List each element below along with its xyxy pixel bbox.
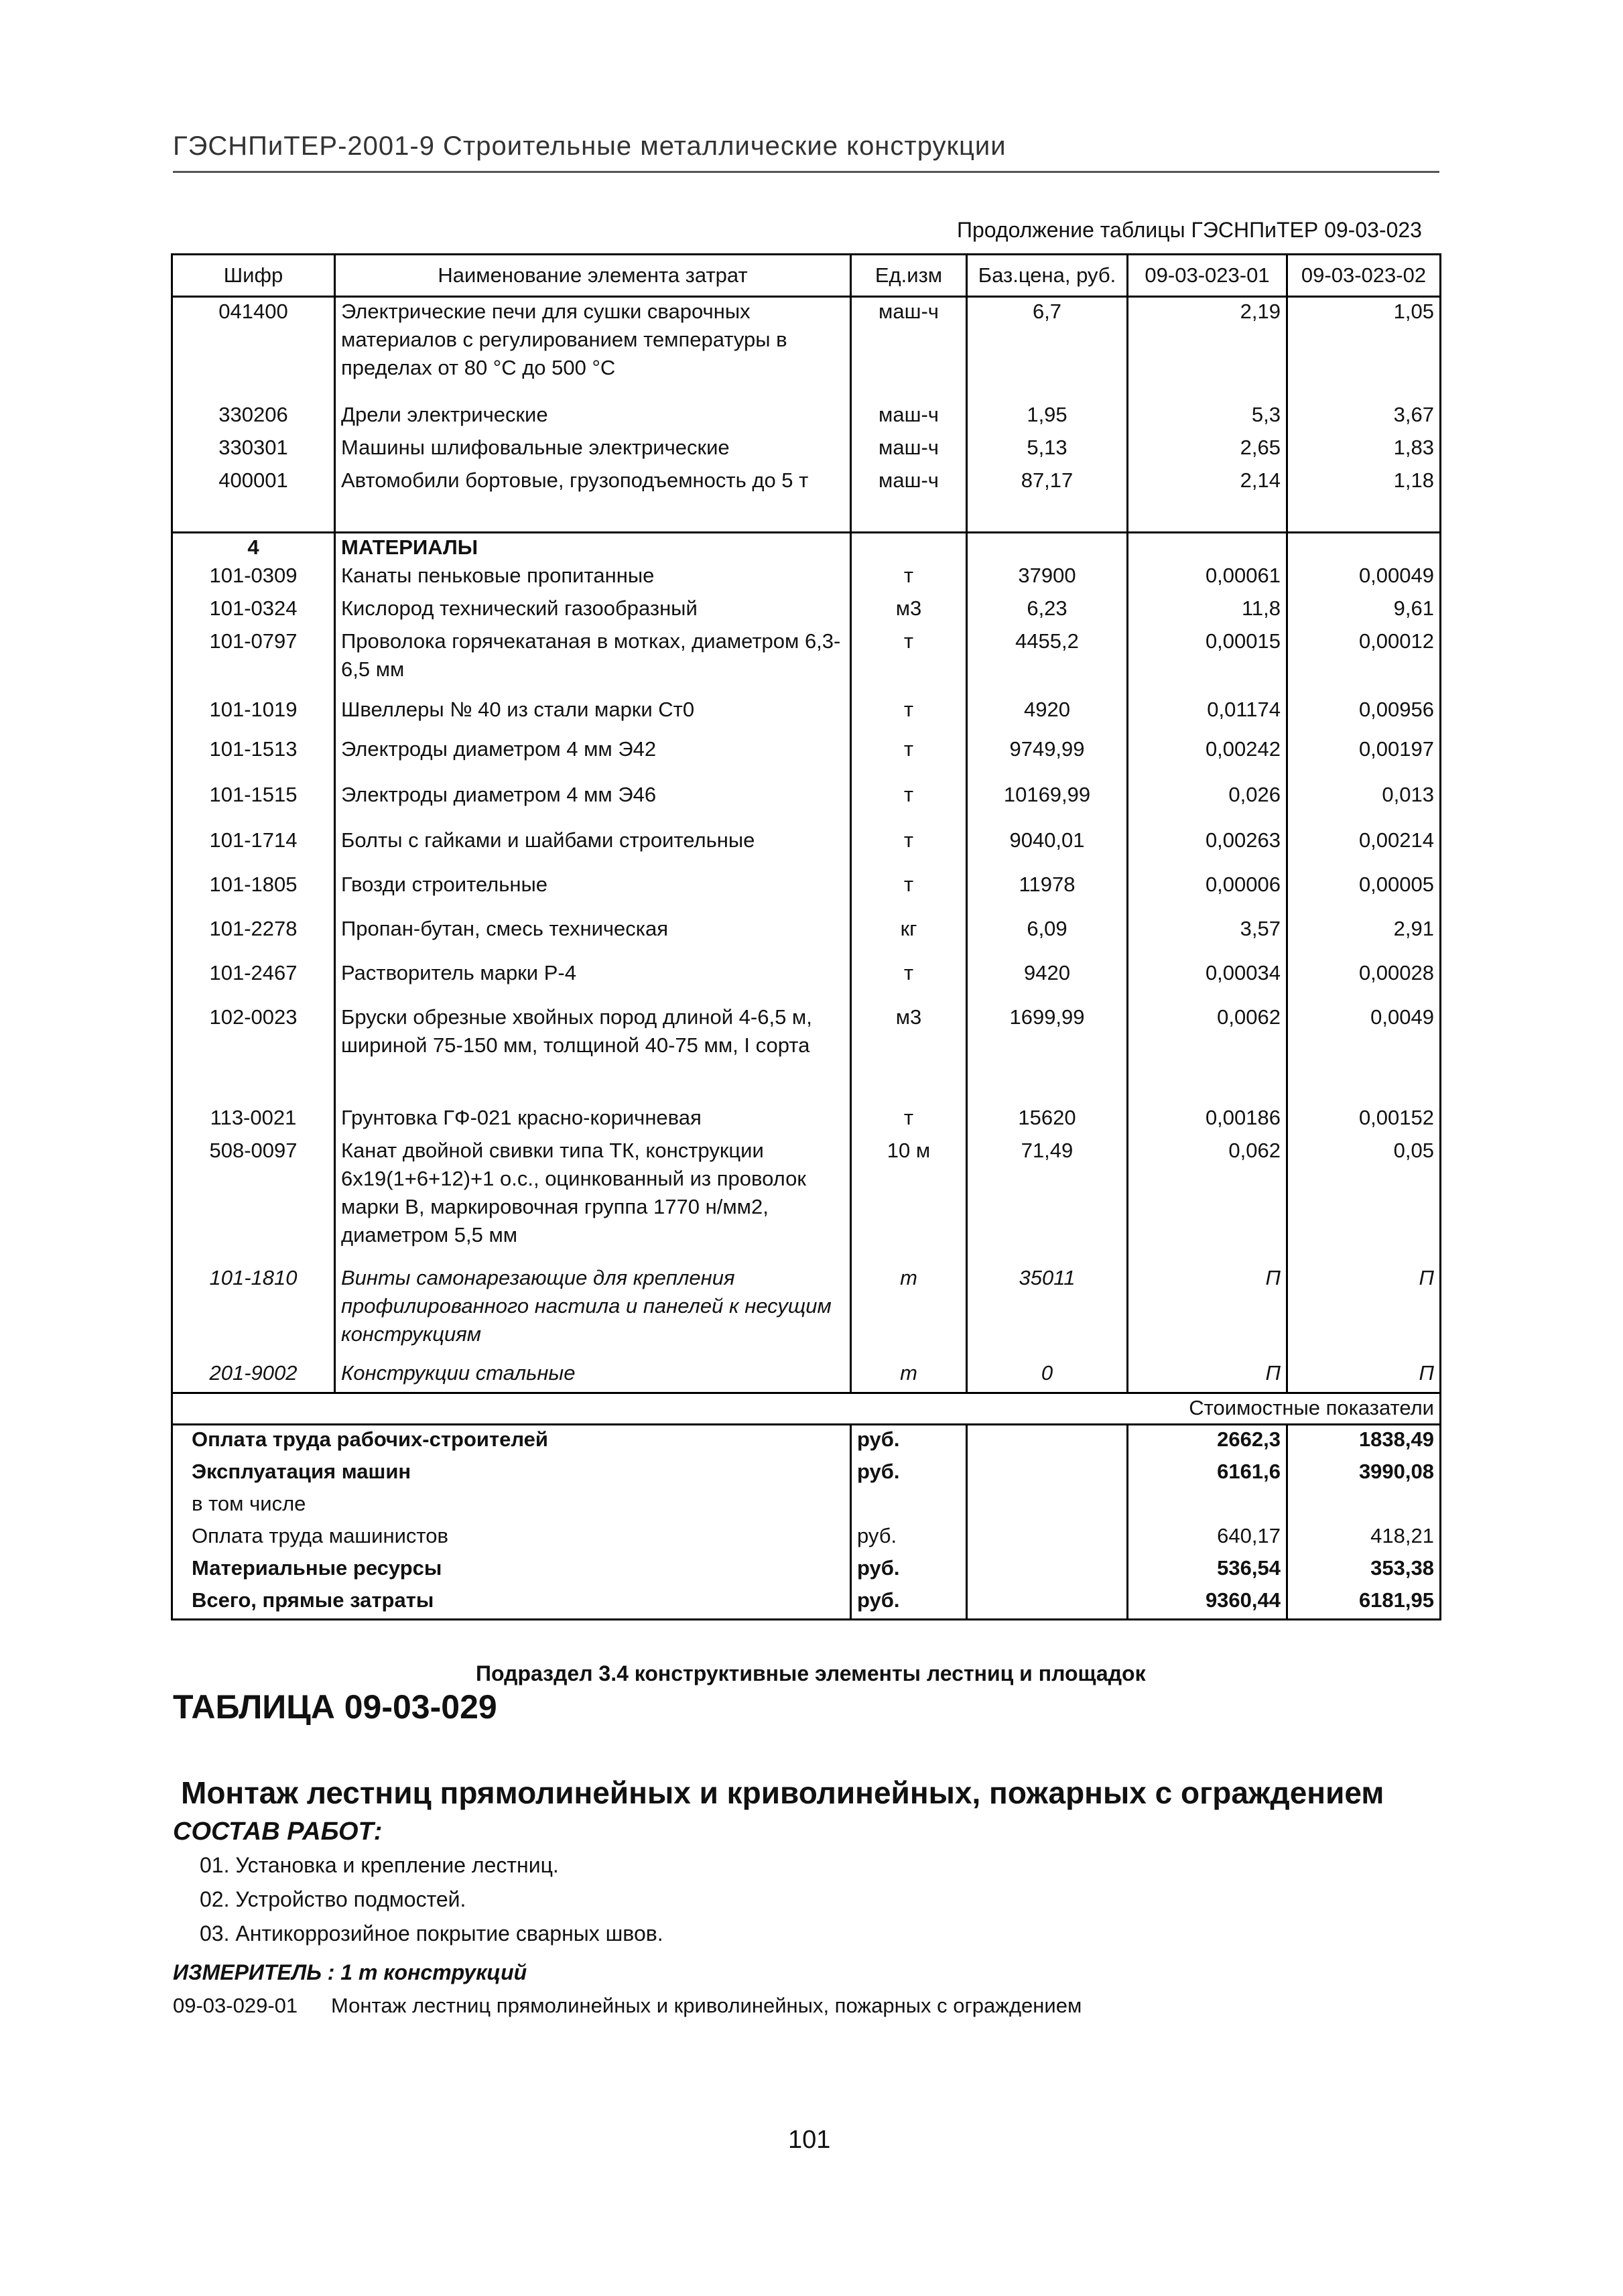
table-cell: Болты с гайками и шайбами строительные (335, 826, 851, 871)
table-row (172, 1458, 1441, 1490)
table-cell: 101-2278 (172, 915, 335, 959)
table-cell: 418,21 (1287, 1522, 1441, 1554)
table-row (172, 959, 1441, 1003)
table-cell: в том числе (172, 1490, 851, 1522)
table-cell: 1,83 (1287, 434, 1441, 466)
table-cell: 101-0309 (172, 562, 335, 594)
table-cell (335, 499, 851, 533)
table-cell: 101-1513 (172, 735, 335, 781)
table-row (172, 1393, 1441, 1425)
table-cell: П (1128, 1359, 1287, 1393)
header-cell: Шифр (172, 255, 335, 297)
table-cell: 1,95 (967, 401, 1128, 434)
table-cell (967, 1554, 1128, 1586)
table-cell: Электроды диаметром 4 мм Э42 (335, 735, 851, 781)
table-row (172, 627, 1441, 696)
table-row (172, 1359, 1441, 1393)
work-item: 01. Установка и крепление лестниц. (200, 1853, 559, 1877)
table-cell: м3 (851, 594, 967, 627)
table-cell: Конструкции стальные (335, 1359, 851, 1393)
table-row (172, 562, 1441, 594)
table-cell: 101-1714 (172, 826, 335, 871)
table-cell (967, 1458, 1128, 1490)
page-number: 101 (788, 2126, 831, 2154)
sostav-label: СОСТАВ РАБОТ: (173, 1817, 383, 1846)
table-cell: 0,00034 (1128, 959, 1287, 1003)
header-cell: Наименование элемента затрат (335, 255, 851, 297)
table-cell: 101-1019 (172, 696, 335, 735)
table-cell: 1838,49 (1287, 1425, 1441, 1458)
table-row (172, 1264, 1441, 1359)
header-cell: Баз.цена, руб. (967, 255, 1128, 297)
table-cell: 35011 (967, 1264, 1128, 1359)
table-cell: т (851, 735, 967, 781)
table-cell (967, 1490, 1128, 1522)
table-cell: т (851, 871, 967, 915)
table-cell: 2662,3 (1128, 1425, 1287, 1458)
table-row (172, 466, 1441, 499)
table-cell: т (851, 1359, 967, 1393)
table-cell: 4455,2 (967, 627, 1128, 696)
table-cell (1128, 533, 1287, 562)
table-header-row (172, 255, 1441, 297)
table-row (172, 1586, 1441, 1620)
header-cell: 09-03-023-02 (1287, 255, 1441, 297)
table-cell: 5,3 (1128, 401, 1287, 434)
table-cell: 330301 (172, 434, 335, 466)
table-cell (967, 499, 1128, 533)
table-cell: 9749,99 (967, 735, 1128, 781)
work-item: 02. Устройство подмостей. (200, 1887, 466, 1911)
table-row (172, 915, 1441, 959)
table-cell (1287, 1490, 1441, 1522)
table-cell: Эксплуатация машин (172, 1458, 851, 1490)
table-cell: Материальные ресурсы (172, 1554, 851, 1586)
table-cell: 6161,6 (1128, 1458, 1287, 1490)
table-row (172, 1522, 1441, 1554)
table-cell: 9360,44 (1128, 1586, 1287, 1620)
table-cell: Винты самонарезающие для крепления профилированного настила и панелей к несущим конструкциям (335, 1264, 851, 1359)
table-cell (851, 533, 967, 562)
table-cell (1287, 533, 1441, 562)
table-row (172, 434, 1441, 466)
table-cell: Электрические печи для сушки сварочных материалов с регулированием температуры в пределах от 80 °С до 500 °С (335, 297, 851, 401)
table-cell: 87,17 (967, 466, 1128, 499)
table-cell: 0,00186 (1128, 1104, 1287, 1137)
table-cell: 9420 (967, 959, 1128, 1003)
table-cell: Грунтовка ГФ-021 красно-коричневая (335, 1104, 851, 1137)
table-cell: 4 (172, 533, 335, 562)
table-cell: 101-1810 (172, 1264, 335, 1359)
table-cell (851, 1490, 967, 1522)
table-cell: 1699,99 (967, 1003, 1128, 1104)
table-cell: кг (851, 915, 967, 959)
measure-label: ИЗМЕРИТЕЛЬ : 1 т конструкций (173, 1960, 527, 1984)
table-cell: т (851, 562, 967, 594)
cost-table (171, 253, 1441, 1620)
table-cell: Всего, прямые затраты (172, 1586, 851, 1620)
table-cell: 11978 (967, 871, 1128, 915)
table-cell: П (1287, 1264, 1441, 1359)
header-rule (173, 171, 1439, 173)
work-item: 03. Антикоррозийное покрытие сварных швов. (200, 1921, 663, 1946)
table-cell: Бруски обрезные хвойных пород длиной 4-6,5 м, шириной 75-150 мм, толщиной 40-75 мм, I сорта (335, 1003, 851, 1104)
table-cell: 0,00197 (1287, 735, 1441, 781)
table-cell: 2,91 (1287, 915, 1441, 959)
table-cell: 0,00049 (1287, 562, 1441, 594)
table-title: ТАБЛИЦА 09-03-029 (173, 1688, 497, 1726)
table-cell: 0,00242 (1128, 735, 1287, 781)
table-cell: 11,8 (1128, 594, 1287, 627)
table-cell (967, 533, 1128, 562)
table-cell: 102-0023 (172, 1003, 335, 1104)
table-cell: руб. (851, 1522, 967, 1554)
table-cell: 640,17 (1128, 1522, 1287, 1554)
table-cell: 6,7 (967, 297, 1128, 401)
table-row (172, 735, 1441, 781)
table-cell: 0,00012 (1287, 627, 1441, 696)
table-cell: руб. (851, 1554, 967, 1586)
table-cell: 2,65 (1128, 434, 1287, 466)
table-cell: 0,00015 (1128, 627, 1287, 696)
table-cell (1287, 499, 1441, 533)
table-cell: 400001 (172, 466, 335, 499)
table-row (172, 696, 1441, 735)
table-cell (1128, 1490, 1287, 1522)
table-cell (1128, 499, 1287, 533)
table-cell: Кислород технический газообразный (335, 594, 851, 627)
table-cell: т (851, 959, 967, 1003)
table-row (172, 401, 1441, 434)
table-cell: МАТЕРИАЛЫ (335, 533, 851, 562)
table-cell: т (851, 1104, 967, 1137)
table-cell: Канат двойной свивки типа ТК, конструкции 6х19(1+6+12)+1 о.с., оцинкованный из проволок марки В, маркировочная группа 1770 н/мм2, диаметром 5,5 мм (335, 1137, 851, 1264)
table-row (172, 781, 1441, 826)
table-cell: 10169,99 (967, 781, 1128, 826)
table-cell: 0,00152 (1287, 1104, 1441, 1137)
table-row (172, 871, 1441, 915)
subsection-label: Подраздел 3.4 конструктивные элементы лестниц и площадок (476, 1661, 1146, 1685)
table-cell: 6,09 (967, 915, 1128, 959)
table-cell: Автомобили бортовые, грузоподъемность до 5 т (335, 466, 851, 499)
header-cell: 09-03-023-01 (1128, 255, 1287, 297)
table-cell: маш-ч (851, 401, 967, 434)
table-row (172, 1137, 1441, 1264)
header-cell: Ед.изм (851, 255, 967, 297)
table-cell: П (1128, 1264, 1287, 1359)
table-cell (967, 1425, 1128, 1458)
table-cell: Пропан-бутан, смесь техническая (335, 915, 851, 959)
norm-code: 09-03-029-01 (173, 1994, 298, 2017)
table-cell: 201-9002 (172, 1359, 335, 1393)
table-cell: 0,0062 (1128, 1003, 1287, 1104)
table-cell (967, 1522, 1128, 1554)
table-row (172, 499, 1441, 533)
table-cell: 041400 (172, 297, 335, 401)
table-cell: Гвозди строительные (335, 871, 851, 915)
table-cell: маш-ч (851, 434, 967, 466)
table-cell: П (1287, 1359, 1441, 1393)
table-cell: 101-0797 (172, 627, 335, 696)
table-cell: руб. (851, 1425, 967, 1458)
table-cell: Канаты пеньковые пропитанные (335, 562, 851, 594)
norm-name: Монтаж лестниц прямолинейных и криволинейных, пожарных с ограждением (331, 1994, 1082, 2017)
table-cell: 353,38 (1287, 1554, 1441, 1586)
table-cell: Швеллеры № 40 из стали марки Ст0 (335, 696, 851, 735)
table-cell: 0,00061 (1128, 562, 1287, 594)
table-cell: 101-2467 (172, 959, 335, 1003)
table-cell: 0,00956 (1287, 696, 1441, 735)
table-cell: 0,00214 (1287, 826, 1441, 871)
table-cell: 0,013 (1287, 781, 1441, 826)
table-cell (851, 499, 967, 533)
table-row (172, 297, 1441, 401)
table-cell: 0,062 (1128, 1137, 1287, 1264)
table-cell: 0,00263 (1128, 826, 1287, 871)
table-row (172, 533, 1441, 562)
table-cell: 0,00006 (1128, 871, 1287, 915)
table-cell: 3990,08 (1287, 1458, 1441, 1490)
table-cell: 6,23 (967, 594, 1128, 627)
table-cell: Дрели электрические (335, 401, 851, 434)
table-cell: 330206 (172, 401, 335, 434)
table-cell: Электроды диаметром 4 мм Э46 (335, 781, 851, 826)
table-cell: Растворитель марки Р-4 (335, 959, 851, 1003)
table-cell: Оплата труда рабочих-строителей (172, 1425, 851, 1458)
table-cell: руб. (851, 1586, 967, 1620)
table-cell: 0 (967, 1359, 1128, 1393)
table-cell: 5,13 (967, 434, 1128, 466)
table-cell: Машины шлифовальные электрические (335, 434, 851, 466)
table-cell: Оплата труда машинистов (172, 1522, 851, 1554)
table-cell: 101-1515 (172, 781, 335, 826)
table-cell: 0,026 (1128, 781, 1287, 826)
table-cell: 101-0324 (172, 594, 335, 627)
table-cell: маш-ч (851, 466, 967, 499)
table-row (172, 1554, 1441, 1586)
cost-header-cell: Стоимостные показатели (172, 1393, 1441, 1425)
page-header: ГЭСНПиТЕР-2001-9 Строительные металлические конструкции (173, 131, 1007, 161)
table-cell: 9,61 (1287, 594, 1441, 627)
table-cell: 0,00028 (1287, 959, 1441, 1003)
table-cell: руб. (851, 1458, 967, 1490)
table-cell: 9040,01 (967, 826, 1128, 871)
table-cell: 0,00005 (1287, 871, 1441, 915)
table-cell: 536,54 (1128, 1554, 1287, 1586)
table-cell: 2,14 (1128, 466, 1287, 499)
table-cell: 10 м (851, 1137, 967, 1264)
table-cell: 37900 (967, 562, 1128, 594)
table-row (172, 1425, 1441, 1458)
table-row (172, 1104, 1441, 1137)
table-row (172, 594, 1441, 627)
continuation-label: Продолжение таблицы ГЭСНПиТЕР 09-03-023 (957, 218, 1422, 242)
table-cell: 0,0049 (1287, 1003, 1441, 1104)
table-cell: т (851, 627, 967, 696)
table-cell: т (851, 696, 967, 735)
table-cell: 1,05 (1287, 297, 1441, 401)
table-cell: 3,67 (1287, 401, 1441, 434)
table-cell: 508-0097 (172, 1137, 335, 1264)
table-cell: т (851, 781, 967, 826)
table-cell: Проволока горячекатаная в мотках, диаметром 6,3-6,5 мм (335, 627, 851, 696)
table-cell: маш-ч (851, 297, 967, 401)
table-cell: т (851, 826, 967, 871)
table-row (172, 1003, 1441, 1104)
table-cell: 3,57 (1128, 915, 1287, 959)
table-cell: 71,49 (967, 1137, 1128, 1264)
table-row (172, 1490, 1441, 1522)
table-cell: 6181,95 (1287, 1586, 1441, 1620)
table-cell: 101-1805 (172, 871, 335, 915)
table-cell: м3 (851, 1003, 967, 1104)
table-cell (172, 499, 335, 533)
table-cell: 15620 (967, 1104, 1128, 1137)
table-cell: 2,19 (1128, 297, 1287, 401)
table-cell: 0,05 (1287, 1137, 1441, 1264)
table-cell: 4920 (967, 696, 1128, 735)
table-row (172, 826, 1441, 871)
table-cell (967, 1586, 1128, 1620)
table-cell: т (851, 1264, 967, 1359)
table-cell: 0,01174 (1128, 696, 1287, 735)
table-cell: 1,18 (1287, 466, 1441, 499)
work-title: Монтаж лестниц прямолинейных и криволинейных, пожарных с ограждением (181, 1775, 1384, 1810)
table-cell: 113-0021 (172, 1104, 335, 1137)
